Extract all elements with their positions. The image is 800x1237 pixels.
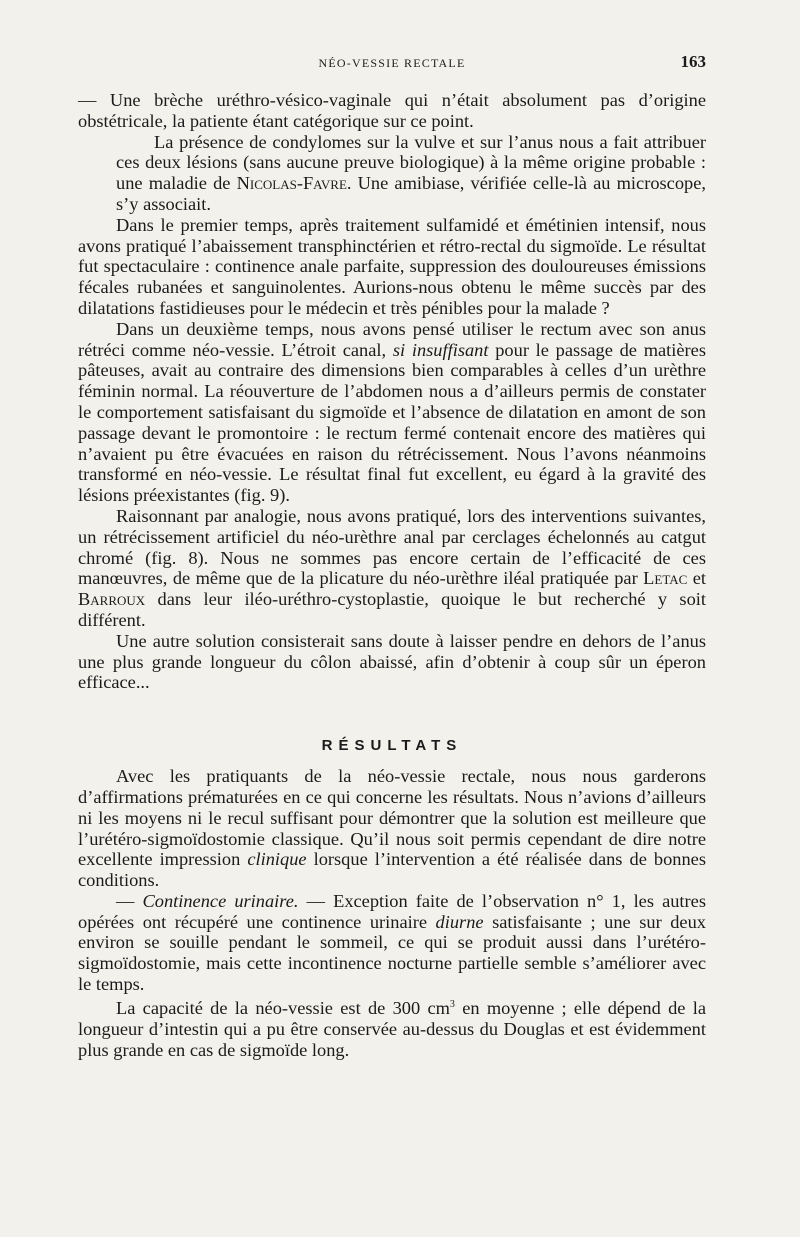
paragraph-text: Raisonnant par analogie, nous avons pratiqué, lors des interventions suivantes, un rétrécissement artificiel du néo-urèthre anal par cerclages échelonnés au catgut chromé (fig. 8). Nous ne sommes pas encore certain de l’efficacité de ces manœuvres, de même que de la plicature du néo-urèthre iléal pratiquée par [78, 505, 706, 589]
paragraph-raisonnant [78, 506, 706, 631]
emphasis: si insuffisant [392, 339, 489, 360]
subheading-emphasis: Continence urinaire. [142, 890, 299, 911]
running-head [78, 52, 706, 76]
author-name: Barroux [78, 589, 146, 610]
paragraph-text: pour le passage de matières pâteuses, avait au contraire des dimensions bien comparables à celles d’un urèthre féminin normal. La réouverture de l’abdomen nous a d’ailleurs permis de constater le comportement satisfaisant du sigmoïde et l’absence de dilatation en amont de son passage devant le promontoire : le rectum fermé contenait encore des matières qui n’avaient pu être évacuées en raison du rétrécissement. Nous l’avons néanmoins transformé en néo-vessie. Le résultat final fut excellent, eu égard à la gravité des lésions préexistantes (fig. 9). [78, 339, 706, 506]
paragraph-capacite [78, 995, 706, 1061]
paragraph-text: satisfaisante ; une sur deux environ se souille pendant le sommeil, ce qui se produit aussi dans l’urétéro-sigmoïdostomie, mais cette incontinence nocturne partielle semble s’améliorer avec le temps. [78, 911, 706, 995]
paragraph-text: . Une amibiase, vérifiée celle-là au microscope, s’y associait. [116, 173, 706, 214]
paragraph-text: — [116, 890, 143, 911]
paragraph-condylomes [78, 132, 706, 215]
emphasis: clinique [247, 849, 307, 870]
paragraph-pratiquants [78, 766, 706, 891]
paragraph-premier-temps [78, 215, 706, 319]
body-text [78, 90, 706, 1060]
section-title: RÉSULTATS [321, 737, 463, 755]
paragraph-text: en moyenne ; elle dépend de la longueur d’intestin qui a pu être conservée au-dessus du Douglas et est évidemment plus grande en cas de sigmoïde long. [78, 998, 707, 1060]
page-number: 163 [680, 52, 706, 71]
emphasis: diurne [435, 911, 484, 932]
paragraph-text: lorsque l’intervention a été réalisée dans de bonnes conditions. [78, 849, 706, 891]
author-name: Letac [643, 568, 688, 589]
paragraph-text: La capacité de la néo-vessie est de 300 cm [116, 998, 450, 1018]
paragraph-continence [78, 891, 706, 995]
superscript: 3 [449, 998, 455, 1010]
paragraph-autre-solution [78, 631, 706, 693]
paragraph-text: dans leur iléo-uréthro-cystoplastie, quoique le but recherché y soit différent. [78, 589, 706, 630]
running-title: NÉO-VESSIE RECTALE [318, 56, 466, 70]
paragraph-text: Dans le premier temps, après traitement sulfamidé et émétinien intensif, nous avons pratiqué l’abaissement transphinctérien et rétro-rectal du sigmoïde. Le résultat fut spectaculaire : continence anale parfaite, suppression des douloureuses émissions fécales rubanées et sanguinolentes. Aurions-nous obtenu le même succès par des dilatations fastidieuses pour le médecin et très pénibles pour la malade ? [78, 214, 706, 318]
author-name: Nicolas-Favre [236, 173, 347, 194]
paragraph-text: Une autre solution consisterait sans doute à laisser pendre en dehors de l’anus une plus grande longueur du côlon abaissé, afin d’obtenir à coup sûr un éperon efficace... [78, 630, 706, 693]
paragraph-text: Avec les pratiquants de la néo-vessie rectale, nous nous garderons d’affirmations prématurées en ce qui concerne les résultats. Nous n’avions d’ailleurs ni les moyens ni le recul suffisant pour démontrer que la solution est meilleure que l’urétéro-sigmoïdostomie classique. Qu’il nous soit permis cependant de dire notre excellente impression [78, 766, 706, 870]
paragraph-text: La présence de condylomes sur la vulve et sur l’anus nous a fait attribuer ces deux lésions (sans aucune preuve biologique) à la même origine probable : une maladie de [116, 131, 706, 194]
paragraph-text: — Une brèche uréthro-vésico-vaginale qui n’était absolument pas d’origine obstétricale, la patiente étant catégorique sur ce point. [78, 90, 706, 131]
paragraph-text: — Exception faite de l’observation n° 1, les autres opérées ont récupéré une continence urinaire [78, 890, 706, 932]
paragraph-breche [40, 90, 706, 132]
paragraph-text: Dans un deuxième temps, nous avons pensé utiliser le rectum avec son anus rétréci comme néo-vessie. L’étroit canal, [78, 318, 706, 360]
paragraph-deuxieme-temps [78, 319, 706, 506]
book-page [78, 52, 706, 1060]
paragraph-text: et [687, 568, 706, 589]
